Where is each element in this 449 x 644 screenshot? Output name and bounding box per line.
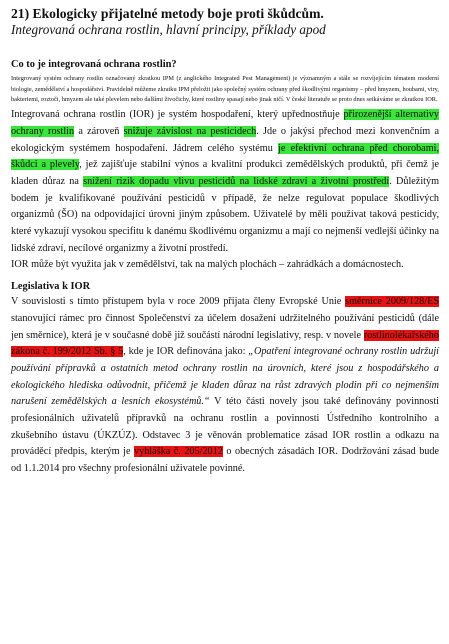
section-heading-ipm: Co to je integrovaná ochrana rostlin? (11, 59, 177, 70)
ior-definition-paragraph (11, 107, 439, 257)
text-run: Integrovaná ochrana rostlin (IOR) je systém hospodaření, který upřednostňuje (11, 109, 344, 121)
text-run: a zároveň (74, 125, 124, 137)
text-run: V souvislosti s tímto přístupem byla v roce 2009 přijata členy Evropské Unie (11, 296, 346, 308)
highlight-green: přirozenější alternativy ochrany rostlin (11, 109, 439, 137)
text-run: stanovující rámec pro činnost Společenství za účelem dosažení udržitelného používání pesticidů (dále jen směrnice), která je v současné době již součástí národní legislativy, resp. v novele (11, 312, 439, 341)
highlight-green: snižuje závislost na pesticidech (123, 125, 257, 137)
highlight-red: vyhláška č. 205/2012 (134, 446, 223, 458)
text-run: , kde je IOR definována jako: (123, 346, 249, 358)
highlight-green: je efektivní ochrana před chorobami, škůdci a plevely (11, 142, 440, 171)
section-heading-legislation: Legislativa k IOR (11, 281, 91, 293)
highlight-green: snížení rizik dopadu vlivu pesticidů na lidské zdraví a životní prostředí (83, 175, 390, 187)
law-quote: „Opatření integrované ochrany rostlin udržují používání přípravků a ostatních metod ochrany rostlin na úrovních, které jsou z hospodářského a ekologického hlediska odůvodnit, přičemž je kladen důraz na růst zdravých plodin při co nejmenším narušení zemědělských a lesních ekosystémů.“ (11, 346, 440, 408)
document-subtitle: Integrovaná ochrana rostlin, hlavní principy, příklady apod (11, 22, 326, 37)
text-run: . Důležitým bodem je kvalifikované používání pesticidů v případě, že nelze regulovat populace škodlivých organizmů (ŠO) na odpovídající úrovni jiným způsobem. Uživatelé by měli používat taková pesticidy, které vykazují vysokou specifitu k danému škodlivému organizmu a mají co nejmenší vedlejší účinky na lidské zdraví, necílové organizmy a životní prostředí. (11, 175, 439, 254)
text-run: V této části novely jsou také definovány povinnosti profesionálních uživatelů přípravků na ochranu rostlin a povinnosti Ústředního kontrolního a zkušebního ústavu (ÚKZÚZ). Odstavec 3 je věnován problematice zásad IOR rostlin a odkazu na prováděcí předpis, kterým je (11, 396, 439, 458)
highlight-red: rostlinolékařského zákona č. 199/2012 Sb. § 5 (11, 329, 439, 358)
ipm-small-paragraph: Integrovaný systém ochrany rostlin označovaný zkratkou IPM (z anglického Integrated Pest Management) je významným a stále se rozvíjejícím tématem moderní biologie, zemědělství a hospodářství. Pravidelně můžeme zkratku IPM přeložit jako společný systém ochrany před škodlivými organismy – před hmyzem, houbami, viry, bakteriemi, roztoči, hmyzem ale také plevelem nebo dalšími živočichy, které rostliny spasají nebo jinak ničí. V české literatuře se proto dnes setkáváme se zkratkou IOR. (11, 75, 439, 104)
document-title: 21) Ekologicky přijatelné metody boje proti škůdcům. (11, 6, 324, 21)
text-run: . Jde o jakýsi přechod mezi konvenčním a ekologickým systémem hospodaření. Jádrem celého systému (11, 125, 439, 154)
ior-usage-paragraph: IOR může být využita jak v zemědělství, tak na malých plochách – zahrádkách a domácnostech. (11, 259, 404, 271)
text-run: o obecných zásadách IOR. Dodržování zásad bude od 1.1.2014 pro všechny profesionální uživatele povinné. (11, 446, 440, 475)
highlight-red: směrnice 2009/128/ES (345, 296, 439, 308)
legislation-paragraph (11, 294, 439, 478)
text-run: , jež zajišťuje stabilní výnos a kvalitní produkci zemědělských produktů, při čemž je kladen důraz na (11, 159, 439, 187)
